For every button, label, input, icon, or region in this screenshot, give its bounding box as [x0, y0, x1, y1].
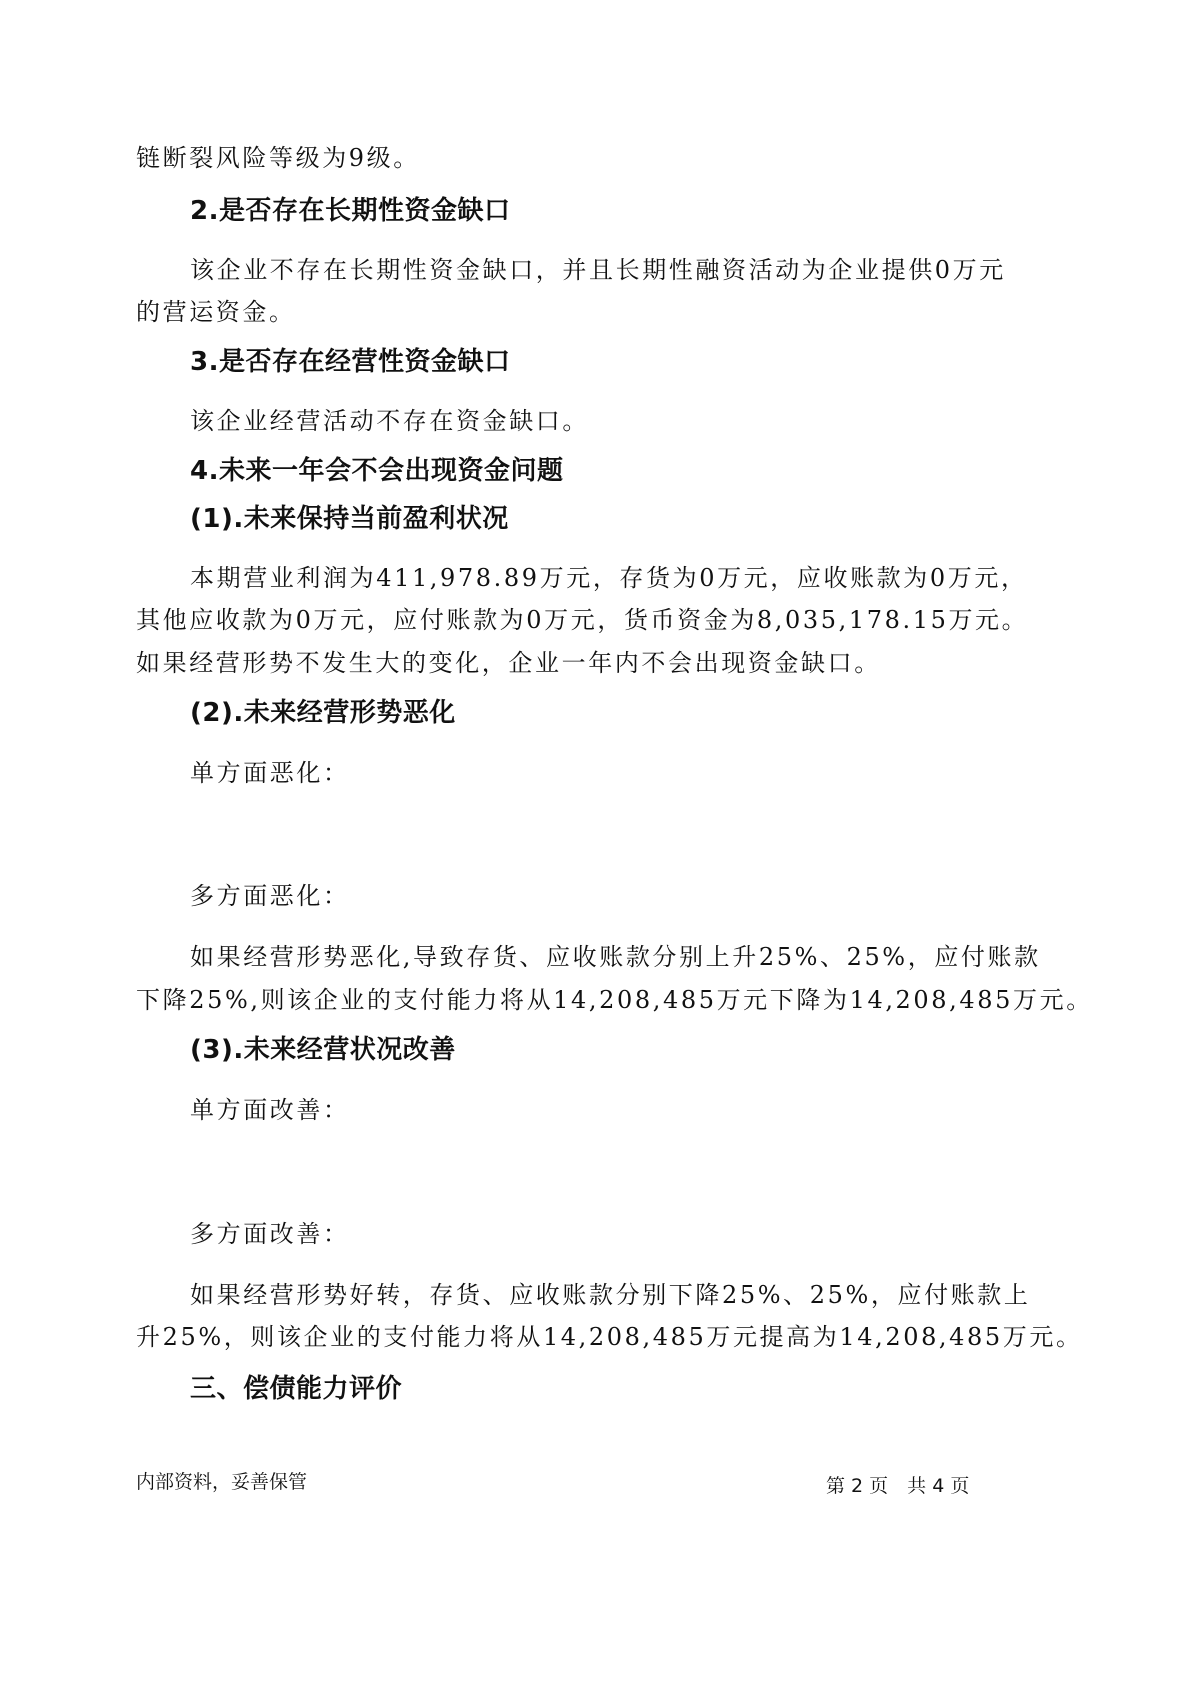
- paragraph-line: 下降25%,则该企业的支付能力将从14,208,485万元下降为14,208,485万元。: [136, 986, 1093, 1014]
- paragraph-line: 本期营业利润为411,978.89万元，存货为0万元，应收账款为0万元，: [190, 564, 1028, 592]
- paragraph-line: 如果经营形势恶化,导致存货、应收账款分别上升25%、25%，应付账款: [190, 943, 1041, 971]
- section-heading-operating-gap: 3.是否存在经营性资金缺口: [190, 347, 511, 377]
- paragraph-line: 该企业经营活动不存在资金缺口。: [190, 407, 589, 435]
- continuation-line: 链断裂风险等级为9级。: [136, 144, 420, 172]
- label-single-improvement: 单方面改善：: [190, 1096, 350, 1124]
- paragraph-line: 如果经营形势好转，存货、应收账款分别下降25%、25%，应付账款上: [190, 1281, 1031, 1309]
- subsection-heading-worsening: (2).未来经营形势恶化: [190, 698, 456, 728]
- label-multi-worsening: 多方面恶化：: [190, 882, 350, 910]
- section-heading-next-year: 4.未来一年会不会出现资金问题: [190, 456, 564, 486]
- subsection-heading-current-profit: (1).未来保持当前盈利状况: [190, 504, 509, 534]
- paragraph-line: 该企业不存在长期性资金缺口，并且长期性融资活动为企业提供0万元: [190, 256, 1006, 284]
- section-heading-long-term-gap: 2.是否存在长期性资金缺口: [190, 196, 511, 226]
- footer-confidential-note: 内部资料，妥善保管: [136, 1471, 308, 1493]
- footer-page-number: 第 2 页 共 4 页: [826, 1475, 970, 1497]
- label-multi-improvement: 多方面改善：: [190, 1220, 350, 1248]
- paragraph-line: 升25%，则该企业的支付能力将从14,208,485万元提高为14,208,485万元。: [136, 1323, 1083, 1351]
- paragraph-line: 如果经营形势不发生大的变化，企业一年内不会出现资金缺口。: [136, 649, 881, 677]
- paragraph-line: 的营运资金。: [136, 298, 296, 326]
- section-heading-solvency: 三、偿债能力评价: [190, 1374, 403, 1404]
- paragraph-line: 其他应收款为0万元，应付账款为0万元，货币资金为8,035,178.15万元。: [136, 606, 1029, 634]
- label-single-worsening: 单方面恶化：: [190, 759, 350, 787]
- subsection-heading-improvement: (3).未来经营状况改善: [190, 1035, 456, 1065]
